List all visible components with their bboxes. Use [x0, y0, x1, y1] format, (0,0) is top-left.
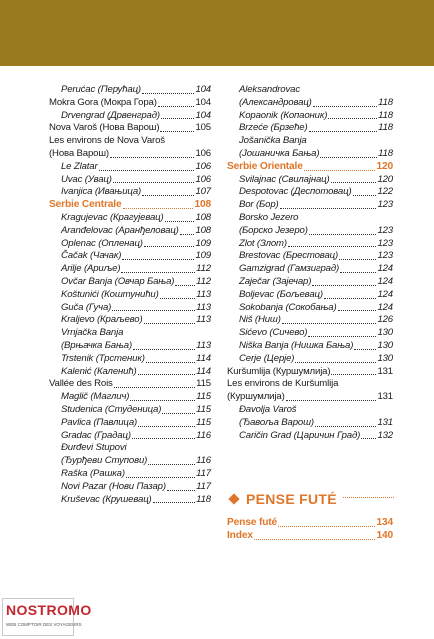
toc-entry-title: Brestovac (Брестовац): [239, 250, 339, 262]
header-rule: [0, 66, 434, 69]
toc-entry-page: 130: [377, 339, 393, 351]
toc-entry[interactable]: [49, 135, 211, 148]
leader-dots: [126, 477, 195, 478]
toc-entry[interactable]: [49, 353, 211, 366]
toc-entry-title: (Нова Варош): [49, 147, 109, 159]
toc-entry-title: Ivanjica (Ивањица): [61, 186, 142, 198]
toc-entry[interactable]: [227, 404, 393, 417]
toc-entry-page: 131: [377, 391, 393, 403]
leader-dots: [148, 464, 195, 465]
toc-entry-title: Brzeće (Брзеће): [239, 122, 308, 134]
toc-entry-page: 118: [378, 96, 393, 108]
toc-entry-page: 113: [196, 301, 211, 313]
toc-entry-title: Vallée des Rois: [49, 378, 113, 390]
leader-dots: [99, 170, 195, 171]
toc-entry[interactable]: [49, 481, 211, 494]
toc-entry[interactable]: [49, 289, 211, 302]
leader-dots: [286, 400, 377, 401]
toc-entry[interactable]: [227, 417, 393, 430]
toc-entry-title: Zlot (Злот): [239, 237, 287, 249]
toc-entry-page: 108: [194, 199, 211, 211]
toc-entry-page: 130: [377, 352, 393, 364]
toc-entry-title: Perućac (Перућац): [61, 84, 141, 95]
toc-entry-title: Boljevac (Бољевац): [239, 288, 323, 300]
toc-entry-page: 123: [377, 224, 393, 236]
toc-entry-page: 122: [377, 186, 393, 198]
toc-entry-title: Čačak (Чачак): [61, 250, 122, 262]
leader-dots: [123, 208, 194, 209]
leader-dots: [130, 400, 195, 401]
toc-entry-title: Serbie Orientale: [227, 160, 303, 172]
toc-entry[interactable]: [227, 212, 393, 225]
leader-dots: [308, 336, 376, 337]
toc-entry-title: Gamzigrad (Гамзиград): [239, 263, 340, 275]
toc-entry-title: (Александровац): [239, 96, 312, 108]
toc-entry-title: Kragujevac (Крагујевац): [61, 211, 164, 223]
leader-dots: [113, 182, 195, 183]
leader-dots: [313, 106, 377, 107]
pense-fute-heading: [226, 491, 396, 507]
diamond-bullet-icon: [228, 493, 239, 504]
toc-entry-page: 130: [377, 327, 393, 339]
toc-entry-title: (Јошаничка Бања): [239, 147, 320, 159]
toc-entry-page: 109: [195, 250, 211, 262]
toc-entry-page: 123: [377, 250, 393, 262]
toc-entry[interactable]: [49, 404, 211, 417]
toc-entry-page: 123: [377, 199, 393, 211]
toc-entry[interactable]: [49, 122, 211, 135]
toc-entry-title: (Куршумлија): [227, 391, 285, 403]
toc-entry-title: Serbie Centrale: [49, 199, 122, 211]
toc-entry[interactable]: [49, 327, 211, 340]
toc-entry-page: 115: [196, 403, 211, 415]
leader-dots: [254, 539, 376, 540]
toc-entry-title: (Борско Језеро): [239, 224, 308, 236]
toc-entry-page: 106: [195, 147, 211, 159]
toc-entry[interactable]: [49, 212, 211, 225]
logo-name: NOSTROMO: [6, 602, 92, 618]
leader-dots: [144, 246, 195, 247]
toc-entry-page: 116: [196, 429, 211, 441]
toc-entry-page: 112: [196, 263, 211, 275]
toc-entry-page: 124: [377, 263, 393, 275]
leader-dots: [295, 362, 376, 363]
pense-fute-title: PENSE FUTÉ: [246, 491, 337, 507]
toc-entry-page: 104: [195, 84, 211, 95]
toc-entry-title: Aleksandrovac: [239, 84, 300, 95]
toc-entry-title: Kuršumlija (Куршумлија): [227, 365, 331, 377]
toc-entry-page: 104: [195, 96, 211, 108]
leader-dots: [112, 310, 195, 311]
toc-entry[interactable]: [49, 110, 211, 123]
toc-entry-page: 118: [378, 122, 393, 134]
toc-entry-page: 106: [195, 173, 211, 185]
toc-entry-page: 113: [196, 288, 211, 300]
toc-entry-title: Uvac (Увац): [61, 173, 112, 185]
toc-entry[interactable]: [49, 455, 211, 468]
leader-dots: [340, 272, 376, 273]
toc-entry-page: 116: [196, 455, 211, 467]
logo-tagline: WEB COMPTOIR DES VOYAGEURS: [6, 622, 82, 627]
leader-dots: [132, 438, 195, 439]
toc-entry-title: Caričin Grad (Царичин Град): [239, 429, 361, 441]
leader-dots: [138, 374, 196, 375]
toc-entry-page: 104: [195, 109, 211, 121]
leader-dots: [146, 362, 195, 363]
leader-dots: [288, 246, 377, 247]
toc-entry[interactable]: [227, 135, 393, 148]
toc-entry-page: 107: [195, 186, 211, 198]
toc-entry-page: 120: [377, 173, 393, 185]
toc-left-column: [49, 84, 211, 506]
toc-entry[interactable]: [227, 263, 393, 276]
toc-entry[interactable]: [227, 340, 393, 353]
leader-dots: [338, 310, 377, 311]
toc-entry[interactable]: [49, 442, 211, 455]
toc-entry[interactable]: [227, 186, 393, 199]
leader-dots: [339, 259, 376, 260]
toc-entry-title: Oplenac (Опленац): [61, 237, 143, 249]
toc-entry[interactable]: [227, 391, 393, 404]
leader-dots: [309, 131, 378, 132]
toc-entry[interactable]: [227, 314, 393, 327]
toc-entry-page: 106: [195, 160, 211, 172]
leader-dots: [165, 221, 195, 222]
toc-entry[interactable]: [49, 97, 211, 110]
toc-entry-title: Jošanička Banja: [239, 135, 307, 147]
toc-entry[interactable]: [227, 110, 393, 123]
toc-entry[interactable]: [227, 122, 393, 135]
toc-entry[interactable]: [227, 225, 393, 238]
toc-entry-title: (Врњачка Бања): [61, 339, 133, 351]
leader-dots: [142, 93, 194, 94]
toc-entry-title: Sićevo (Сичево): [239, 327, 308, 339]
toc-entry[interactable]: [227, 174, 393, 187]
toc-entry[interactable]: [227, 430, 393, 443]
toc-entry-title: Ovčar Banja (Овчар Бања): [61, 275, 175, 287]
toc-entry[interactable]: [227, 353, 393, 366]
toc-entry-title: Niška Banja (Нишка Бања): [239, 339, 354, 351]
leader-dots: [324, 298, 377, 299]
leader-dots: [282, 323, 377, 324]
toc-section-heading[interactable]: [49, 199, 211, 212]
leader-dots: [160, 131, 194, 132]
toc-entry-title: Sokobanja (Сокобања): [239, 301, 337, 313]
toc-entry-title: Mokra Gora (Мокра Гора): [49, 96, 157, 108]
toc-entry[interactable]: [227, 327, 393, 340]
toc-entry[interactable]: [49, 186, 211, 199]
toc-entry-page: 115: [196, 378, 211, 390]
toc-entry-page: 114: [196, 352, 211, 364]
toc-section-heading[interactable]: [227, 161, 393, 174]
toc-entry[interactable]: [49, 340, 211, 353]
toc-entry-title: Kalenić (Каленић): [61, 365, 137, 377]
page-header-band: [0, 0, 434, 66]
toc-entry-title: Vrnjačka Banja: [61, 327, 124, 339]
leader-dots: [144, 323, 196, 324]
leader-dots: [304, 170, 376, 171]
toc-entry[interactable]: [227, 250, 393, 263]
toc-entry-page: 132: [377, 429, 393, 441]
toc-entry[interactable]: [227, 366, 393, 379]
toc-entry-title: Despotovac (Деспотовац): [239, 186, 352, 198]
toc-entry[interactable]: [49, 468, 211, 481]
toc-entry[interactable]: [227, 148, 393, 161]
toc-entry[interactable]: [227, 97, 393, 110]
leader-dots: [110, 157, 194, 158]
toc-entry-title: Kruševac (Крушевац): [61, 493, 152, 505]
heading-leader-dots: [343, 497, 394, 498]
toc-entry-title: Kopaonik (Копаоник): [239, 109, 328, 121]
toc-entry-title: Raška (Рашка): [61, 467, 125, 479]
toc-entry-page: 118: [196, 493, 211, 505]
toc-entry-title: Niš (Ниш): [239, 314, 281, 326]
toc-entry-title: Arilje (Ариље): [61, 263, 121, 275]
leader-dots: [354, 349, 376, 350]
toc-entry-title: Đavolja Varoš: [239, 403, 297, 415]
toc-entry-title: Drvengrad (Дрвенград): [61, 109, 160, 121]
toc-entry[interactable]: [49, 174, 211, 187]
leader-dots: [175, 285, 195, 286]
toc-entry[interactable]: [49, 250, 211, 263]
toc-entry-title: Trstenik (Трстеник): [61, 352, 145, 364]
toc-entry-page: 118: [378, 109, 393, 121]
toc-entry-page: 131: [377, 365, 393, 377]
toc-entry-page: 105: [195, 122, 211, 134]
toc-entry-page: 108: [195, 211, 211, 223]
toc-entry[interactable]: [227, 199, 393, 212]
toc-entry-page: 108: [195, 224, 211, 236]
pense-fute-list: [227, 517, 393, 543]
toc-entry[interactable]: [49, 378, 211, 391]
pense-fute-entry[interactable]: [227, 530, 393, 543]
toc-entry[interactable]: [227, 84, 393, 97]
toc-entry[interactable]: [49, 148, 211, 161]
toc-entry-page: 123: [377, 237, 393, 249]
leader-dots: [331, 374, 376, 375]
leader-dots: [315, 426, 376, 427]
toc-entry[interactable]: [49, 430, 211, 443]
toc-entry-title: Maglič (Маглич): [61, 391, 130, 403]
toc-entry-title: Guča (Гуча): [61, 301, 112, 313]
toc-entry-title: Aranđelovac (Аранђеловац): [61, 224, 179, 236]
toc-entry-title: Index: [227, 529, 253, 541]
nostromo-logo: [2, 598, 92, 636]
leader-dots: [161, 118, 195, 119]
leader-dots: [278, 526, 375, 527]
toc-entry[interactable]: [227, 289, 393, 302]
leader-dots: [142, 195, 194, 196]
leader-dots: [162, 413, 195, 414]
pense-fute-entry[interactable]: [227, 517, 393, 530]
toc-entry-page: 115: [196, 416, 211, 428]
leader-dots: [353, 195, 377, 196]
toc-entry-title: Novi Pazar (Нови Пазар): [61, 480, 166, 492]
toc-entry[interactable]: [49, 238, 211, 251]
toc-entry-title: Bor (Бор): [239, 199, 279, 211]
toc-entry-title: Les environs de Kuršumlija: [227, 378, 339, 390]
toc-entry[interactable]: [49, 225, 211, 238]
toc-entry-page: 112: [196, 275, 211, 287]
leader-dots: [361, 438, 376, 439]
toc-entry-title: Les environs de Nova Varoš: [49, 135, 165, 147]
leader-dots: [331, 182, 377, 183]
toc-entry-page: 115: [196, 391, 211, 403]
toc-entry[interactable]: [49, 391, 211, 404]
toc-entry-page: 126: [377, 314, 393, 326]
toc-entry-page: 117: [196, 467, 211, 479]
toc-entry-page: 117: [196, 480, 211, 492]
toc-entry[interactable]: [227, 378, 393, 391]
leader-dots: [133, 349, 195, 350]
leader-dots: [158, 106, 195, 107]
toc-entry-title: Kraljevo (Краљево): [61, 314, 143, 326]
toc-entry[interactable]: [49, 276, 211, 289]
leader-dots: [280, 208, 377, 209]
toc-entry-title: Cerje (Церје): [239, 352, 295, 364]
toc-entry-title: Svilajnac (Свилајнац): [239, 173, 330, 185]
toc-entry-page: 113: [196, 339, 211, 351]
toc-entry[interactable]: [49, 263, 211, 276]
leader-dots: [122, 259, 194, 260]
toc-entry-title: Borsko Jezero: [239, 211, 299, 223]
toc-entry-title: (Ђавоља Варош): [239, 416, 314, 428]
leader-dots: [121, 272, 195, 273]
leader-dots: [309, 234, 377, 235]
toc-entry[interactable]: [49, 417, 211, 430]
toc-entry-title: Gradac (Градац): [61, 429, 131, 441]
toc-entry[interactable]: [227, 238, 393, 251]
toc-entry-page: 120: [376, 160, 393, 172]
toc-entry[interactable]: [49, 494, 211, 507]
toc-entry[interactable]: [227, 276, 393, 289]
toc-entry-title: (Ђурђеви Ступови): [61, 455, 148, 467]
leader-dots: [180, 234, 195, 235]
toc-entry-title: Pavlica (Павлица): [61, 416, 138, 428]
toc-entry[interactable]: [49, 302, 211, 315]
toc-entry-page: 114: [196, 365, 211, 377]
toc-entry-title: Nova Varoš (Нова Варош): [49, 122, 160, 134]
toc-entry-title: Zaječar (Зајечар): [239, 275, 312, 287]
toc-entry[interactable]: [49, 366, 211, 379]
leader-dots: [114, 387, 195, 388]
toc-entry-title: Đurđevi Stupovi: [61, 442, 127, 454]
toc-right-column: [227, 84, 393, 442]
toc-entry[interactable]: [49, 314, 211, 327]
toc-entry-page: 118: [378, 147, 393, 159]
leader-dots: [328, 118, 377, 119]
toc-entry-page: 140: [376, 529, 393, 541]
toc-entry-page: 124: [377, 301, 393, 313]
leader-dots: [153, 502, 196, 503]
toc-entry-page: 113: [196, 314, 211, 326]
toc-entry-page: 109: [195, 237, 211, 249]
toc-entry-title: Pense futé: [227, 517, 278, 528]
toc-entry[interactable]: [227, 302, 393, 315]
toc-entry[interactable]: [49, 84, 211, 97]
leader-dots: [160, 298, 195, 299]
toc-entry-page: 124: [377, 275, 393, 287]
toc-entry-title: Koštunići (Коштунићи): [61, 288, 159, 300]
leader-dots: [312, 285, 376, 286]
toc-entry-title: Studenica (Студеница): [61, 403, 162, 415]
leader-dots: [138, 426, 195, 427]
toc-entry-page: 131: [377, 416, 393, 428]
toc-entry-page: 134: [376, 517, 393, 528]
toc-entry-page: 124: [377, 288, 393, 300]
leader-dots: [320, 157, 377, 158]
toc-entry[interactable]: [49, 161, 211, 174]
leader-dots: [167, 490, 195, 491]
toc-entry-title: Le Zlatar: [61, 160, 98, 172]
